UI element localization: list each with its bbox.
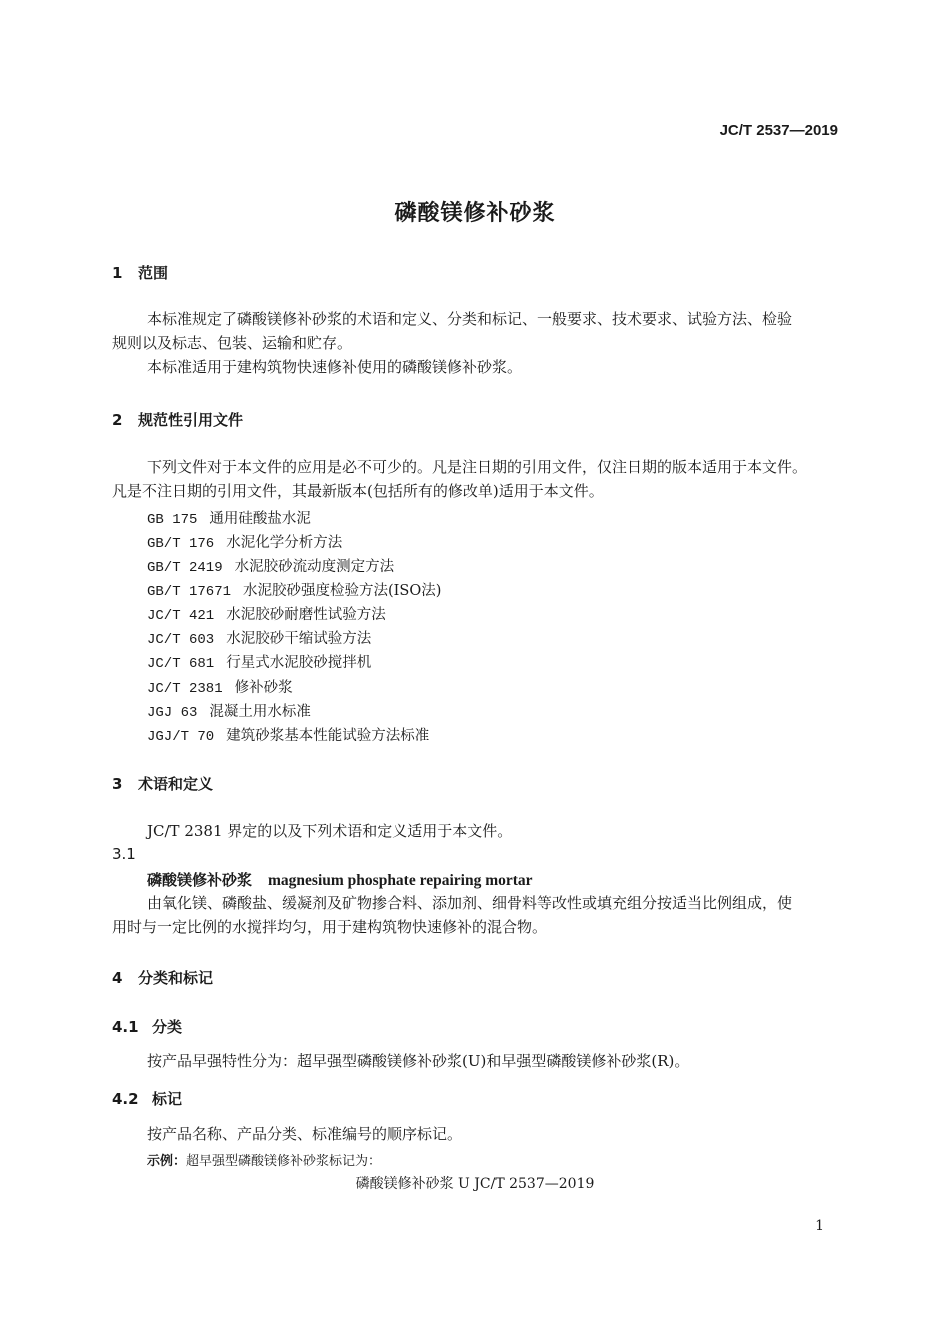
reference-code: GB/T 176 xyxy=(147,536,215,552)
document-title: 磷酸镁修补砂浆 xyxy=(394,201,556,226)
section-3-para: JC/T 2381 界定的以及下列术语和定义适用于本文件。 xyxy=(147,822,513,840)
reference-name: 水泥胶砂耐磨性试验方法 xyxy=(226,607,386,623)
reference-code: JC/T 681 xyxy=(147,656,215,672)
section-number: 4.2 xyxy=(112,1090,139,1108)
section-2-heading xyxy=(112,409,243,430)
reference-item xyxy=(147,603,386,624)
section-3-heading xyxy=(112,773,213,794)
section-4-1-text: 按产品早强特性分为：超早强型磷酸镁修补砂浆(U)和早强型磷酸镁修补砂浆(R)。 xyxy=(147,1052,690,1070)
section-title: 规范性引用文件 xyxy=(138,411,244,429)
section-1-para-1-line-2: 规则以及标志、包装、运输和贮存。 xyxy=(112,334,353,352)
standard-code: JC/T 2537—2019 xyxy=(719,122,838,139)
term-3-1-heading xyxy=(147,869,533,890)
section-title: 分类和标记 xyxy=(138,969,214,987)
reference-name: 水泥胶砂流动度测定方法 xyxy=(234,559,395,575)
reference-name: 通用硅酸盐水泥 xyxy=(209,511,311,527)
section-1-heading xyxy=(112,262,168,283)
reference-name: 建筑砂浆基本性能试验方法标准 xyxy=(226,728,430,744)
reference-name: 行星式水泥胶砂搅拌机 xyxy=(226,655,372,671)
reference-item xyxy=(147,651,371,672)
section-number: 1 xyxy=(112,264,123,282)
reference-code: JC/T 421 xyxy=(147,608,215,624)
reference-item xyxy=(147,627,371,648)
section-4-heading xyxy=(112,967,213,988)
section-2-para-line-2: 凡是不注日期的引用文件，其最新版本(包括所有的修改单)适用于本文件。 xyxy=(112,482,604,500)
reference-code: GB 175 xyxy=(147,512,198,528)
term-english: magnesium phosphate repairing mortar xyxy=(268,872,533,889)
reference-code: GB/T 2419 xyxy=(147,560,223,576)
section-number: 2 xyxy=(112,411,123,429)
section-4-2-heading xyxy=(112,1088,182,1109)
reference-item xyxy=(147,555,394,576)
example-line xyxy=(147,1150,381,1169)
reference-code: JGJ 63 xyxy=(147,705,198,721)
section-4-2-text: 按产品名称、产品分类、标准编号的顺序标记。 xyxy=(147,1125,463,1143)
section-title: 分类 xyxy=(152,1018,183,1036)
section-number: 4 xyxy=(112,969,123,987)
section-title: 标记 xyxy=(152,1090,183,1108)
reference-name: 修补砂浆 xyxy=(234,680,293,696)
reference-name: 水泥胶砂干缩试验方法 xyxy=(226,631,372,647)
reference-name: 水泥化学分析方法 xyxy=(226,535,343,551)
section-title: 范围 xyxy=(138,264,169,282)
section-title: 术语和定义 xyxy=(138,775,214,793)
reference-code: JC/T 603 xyxy=(147,632,215,648)
section-4-1-heading xyxy=(112,1016,182,1037)
term-3-1-number: 3.1 xyxy=(112,845,136,863)
example-mark: 磷酸镁修补砂浆 U JC/T 2537—2019 xyxy=(355,1176,595,1192)
term-3-1-definition-line-2: 用时与一定比例的水搅拌均匀，用于建构筑物快速修补的混合物。 xyxy=(112,918,548,936)
term-chinese: 磷酸镁修补砂浆 xyxy=(147,871,253,889)
reference-code: JC/T 2381 xyxy=(147,681,223,697)
section-1-para-1-line-1: 本标准规定了磷酸镁修补砂浆的术语和定义、分类和标记、一般要求、技术要求、试验方法、检验 xyxy=(147,310,793,328)
reference-item xyxy=(147,676,293,697)
reference-code: GB/T 17671 xyxy=(147,584,232,600)
section-number: 3 xyxy=(112,775,123,793)
reference-name: 混凝土用水标准 xyxy=(209,704,311,720)
example-text: 超早强型磷酸镁修补砂浆标记为： xyxy=(186,1154,382,1169)
reference-item xyxy=(147,507,311,528)
reference-item xyxy=(147,724,429,745)
page-number: 1 xyxy=(815,1218,824,1234)
section-number: 4.1 xyxy=(112,1018,139,1036)
reference-name: 水泥胶砂强度检验方法(ISO法) xyxy=(243,583,442,599)
section-2-para-line-1: 下列文件对于本文件的应用是必不可少的。凡是注日期的引用文件，仅注日期的版本适用于本文件。 xyxy=(147,458,808,476)
example-label: 示例： xyxy=(147,1154,187,1169)
reference-item xyxy=(147,579,441,600)
reference-code: JGJ/T 70 xyxy=(147,729,215,745)
reference-item xyxy=(147,531,342,552)
section-1-para-2: 本标准适用于建构筑物快速修补使用的磷酸镁修补砂浆。 xyxy=(147,358,523,376)
term-3-1-definition-line-1: 由氧化镁、磷酸盐、缓凝剂及矿物掺合料、添加剂、细骨料等改性或填充组分按适当比例组成，使 xyxy=(147,894,793,912)
reference-item xyxy=(147,700,311,721)
